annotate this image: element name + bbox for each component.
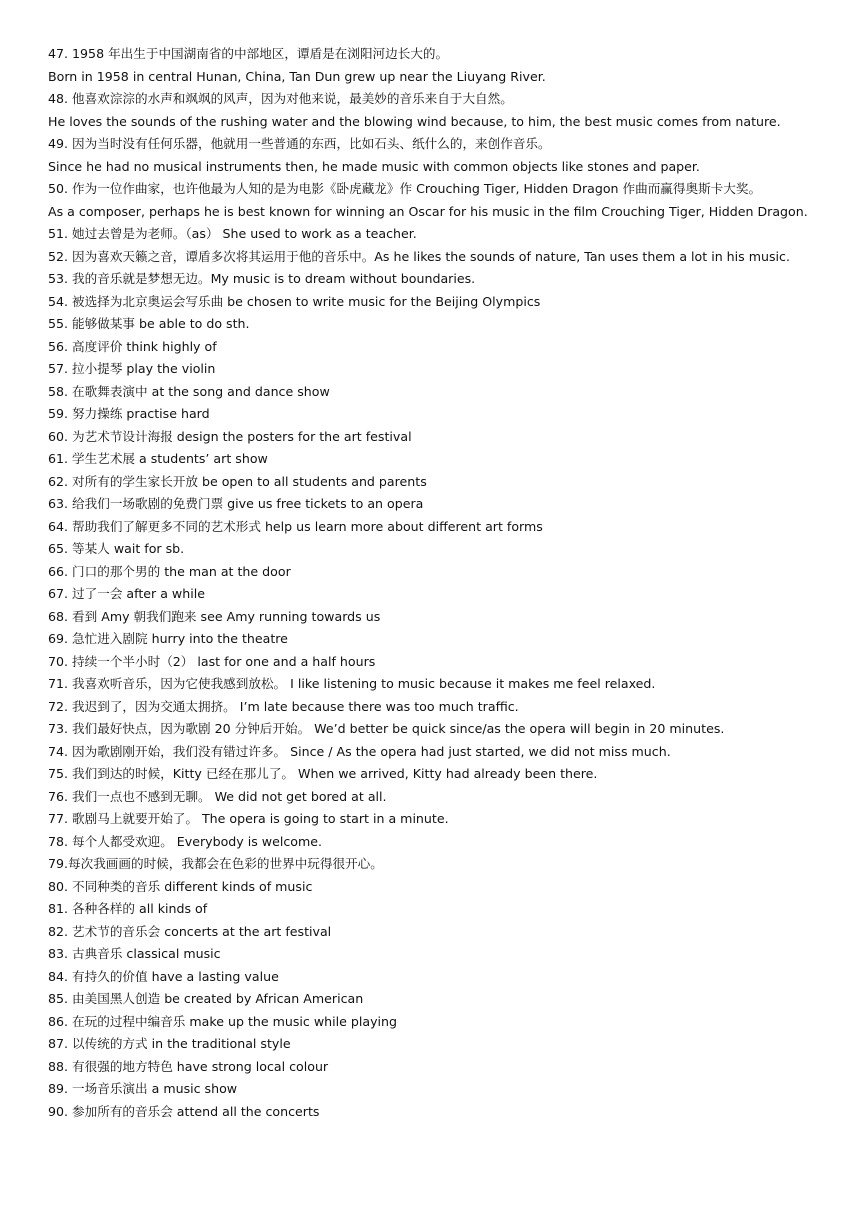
item-80: 80. 不同种类的音乐 different kinds of music bbox=[48, 878, 313, 894]
item-47-chinese: 47. 1958 年出生于中国湖南省的中部地区，谭盾是在浏阳河边长大的。 bbox=[48, 46, 449, 61]
item-62: 62. 对所有的学生家长开放 be open to all students and parents bbox=[48, 473, 427, 489]
item-75: 75. 我们到达的时候，Kitty 已经在那儿了。 When we arrived, Kitty had already been there. bbox=[48, 766, 598, 781]
item-73: 73. 我们最好快点，因为歌剧 20 分钟后开始。 We’d better be quick since/as the opera will begin in 20 minutes. bbox=[48, 721, 725, 736]
item-47-english: Born in 1958 in central Hunan, China, Tan Dun grew up near the Liuyang River. bbox=[48, 68, 546, 84]
item-60: 60. 为艺术节设计海报 design the posters for the art festival bbox=[48, 428, 412, 444]
item-89: 89. 一场音乐演出 a music show bbox=[48, 1081, 238, 1096]
item-84: 84. 有持久的价值 have a lasting value bbox=[48, 968, 279, 984]
item-59: 59. 努力操练 practise hard bbox=[48, 406, 210, 421]
item-61: 61. 学生艺术展 a students’ art show bbox=[48, 451, 268, 466]
item-52: 52. 因为喜欢天籁之音，谭盾多次将其运用于他的音乐中。As he likes the sounds of nature, Tan uses them a lot in his music. bbox=[48, 248, 790, 264]
item-51: 51. 她过去曾是为老师。（as） She used to work as a teacher. bbox=[48, 226, 417, 241]
item-83: 83. 古典音乐 classical music bbox=[48, 946, 221, 961]
item-55: 55. 能够做某事 be able to do sth. bbox=[48, 316, 250, 331]
item-50-chinese: 50. 作为一位作曲家，也许他最为人知的是为电影《卧虎藏龙》作 Crouching Tiger, Hidden Dragon 作曲而赢得奥斯卡大奖。 bbox=[48, 181, 762, 196]
item-77: 77. 歌剧马上就要开始了。 The opera is going to start in a minute. bbox=[48, 811, 449, 826]
item-63: 63. 给我们一场歌剧的免费门票 give us free tickets to an opera bbox=[48, 496, 424, 511]
item-86: 86. 在玩的过程中编音乐 make up the music while playing bbox=[48, 1013, 398, 1029]
item-57: 57. 拉小提琴 play the violin bbox=[48, 361, 216, 376]
item-48-english: He loves the sounds of the rushing water and the blowing wind because, to him, the best music comes from nature. bbox=[48, 113, 781, 129]
item-70: 70. 持续一个半小时（2） last for one and a half hours bbox=[48, 653, 376, 669]
item-69: 69. 急忙进入剧院 hurry into the theatre bbox=[48, 631, 288, 646]
item-81: 81. 各种各样的 all kinds of bbox=[48, 901, 208, 916]
item-50-english: As a composer, perhaps he is best known for winning an Oscar for his music in the film Crouching Tiger, Hidden Dragon. bbox=[48, 203, 808, 219]
item-56: 56. 高度评价 think highly of bbox=[48, 338, 217, 354]
item-54: 54. 被选择为北京奥运会写乐曲 be chosen to write music for the Beijing Olympics bbox=[48, 293, 541, 309]
item-76: 76. 我们一点也不感到无聊。 We did not get bored at all. bbox=[48, 788, 387, 804]
item-82: 82. 艺术节的音乐会 concerts at the art festival bbox=[48, 923, 332, 939]
item-64: 64. 帮助我们了解更多不同的艺术形式 help us learn more about different art forms bbox=[48, 518, 543, 534]
item-53: 53. 我的音乐就是梦想无边。My music is to dream without boundaries. bbox=[48, 271, 476, 286]
item-71: 71. 我喜欢听音乐，因为它使我感到放松。 I like listening to music because it makes me feel relaxed. bbox=[48, 676, 656, 691]
item-78: 78. 每个人都受欢迎。 Everybody is welcome. bbox=[48, 833, 322, 849]
item-58: 58. 在歌舞表演中 at the song and dance show bbox=[48, 383, 330, 399]
document-body bbox=[41, 43, 821, 1123]
item-48-chinese: 48. 他喜欢淙淙的水声和飒飒的风声，因为对他来说，最美妙的音乐来自于大自然。 bbox=[48, 91, 513, 106]
item-49-chinese: 49. 因为当时没有任何乐器，他就用一些普通的东西，比如石头、纸什么的，来创作音乐。 bbox=[48, 136, 551, 151]
item-67: 67. 过了一会 after a while bbox=[48, 586, 205, 601]
item-49-english: Since he had no musical instruments then, he made music with common objects like stones and paper. bbox=[48, 158, 700, 174]
item-74: 74. 因为歌剧刚开始，我们没有错过许多。 Since / As the opera had just started, we did not miss much. bbox=[48, 743, 671, 759]
item-90: 90. 参加所有的音乐会 attend all the concerts bbox=[48, 1103, 320, 1119]
item-65: 65. 等某人 wait for sb. bbox=[48, 541, 185, 556]
item-72: 72. 我迟到了，因为交通太拥挤。 I’m late because there was too much traffic. bbox=[48, 698, 519, 714]
item-66: 66. 门口的那个男的 the man at the door bbox=[48, 563, 291, 579]
item-88: 88. 有很强的地方特色 have strong local colour bbox=[48, 1058, 329, 1074]
item-68: 68. 看到 Amy 朝我们跑来 see Amy running towards us bbox=[48, 608, 381, 624]
item-87: 87. 以传统的方式 in the traditional style bbox=[48, 1036, 291, 1051]
item-79: 79.每次我画画的时候，我都会在色彩的世界中玩得很开心。 bbox=[48, 856, 383, 871]
item-85: 85. 由美国黑人创造 be created by African American bbox=[48, 991, 364, 1006]
